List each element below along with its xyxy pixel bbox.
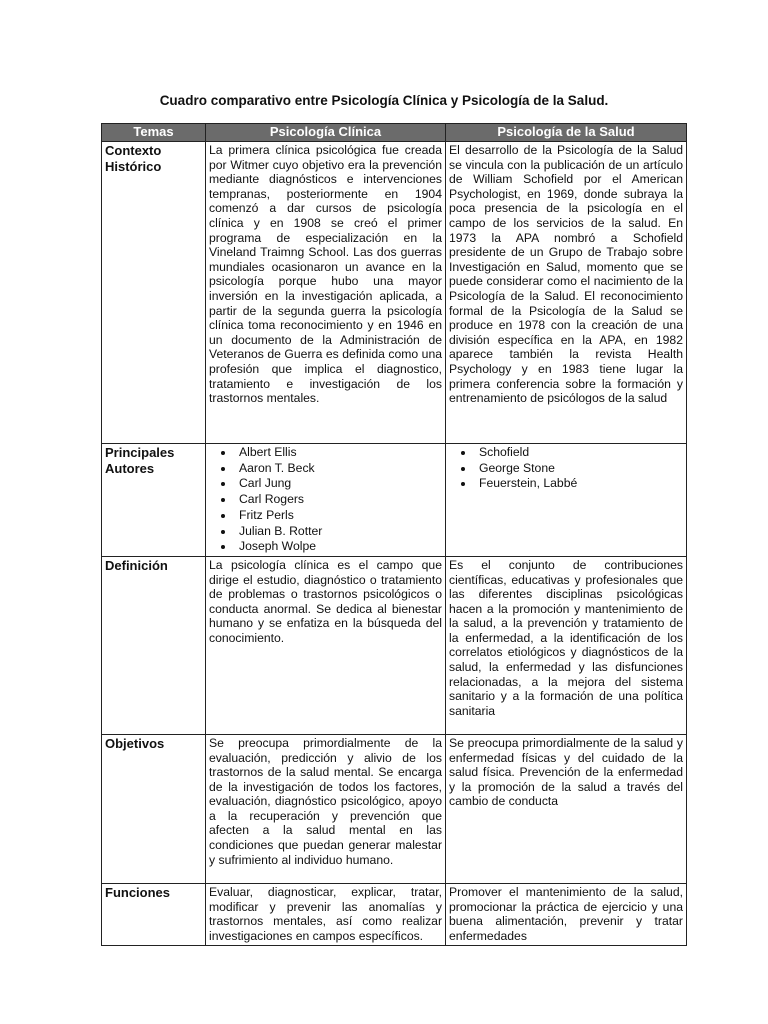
- list-item: • Julian B. Rotter: [235, 524, 442, 540]
- cell-clinica-definicion: La psicología clínica es el campo que dirige el estudio, diagnóstico o tratamiento de problemas o trastornos psicológicos o conducta anormal. Se dedica al bienestar humano y se enfatiza en la búsqueda del conocimiento.: [206, 556, 446, 734]
- table-row: [102, 734, 687, 883]
- list-item: • Joseph Wolpe: [235, 539, 442, 555]
- tema-principales-autores: Principales Autores: [102, 444, 206, 557]
- tema-contexto-historico: Contexto Histórico: [102, 142, 206, 444]
- cell-salud-objetivos: Se preocupa primordialmente de la salud y enfermedad físicas y del cuidado de la salud física. Prevención de la enfermedad y la promoción de la salud a través del cambio de conducta: [446, 734, 687, 883]
- list-item: • Schofield: [475, 445, 683, 461]
- cell-clinica-autores: [206, 444, 446, 557]
- list-item: • Carl Jung: [235, 476, 442, 492]
- cell-clinica-funciones: Evaluar, diagnosticar, explicar, tratar, modificar y prevenir las anomalías y trastornos mentales, así como realizar investigaciones en campos específicos.: [206, 883, 446, 945]
- cell-salud-definicion: Es el conjunto de contribuciones científicas, educativas y profesionales que las diferentes disciplinas psicológicas hacen a la promoción y mantenimiento de la salud, a la prevención y tratamiento de la enfermedad, a la identificación de los correlatos etiológicos y diagnósticos de la salud, la enfermedad y las disfunciones relacionadas, a la mejora del sistema sanitario y a la formación de una política sanitaria: [446, 556, 687, 734]
- tema-objetivos: Objetivos: [102, 734, 206, 883]
- list-item: • Carl Rogers: [235, 492, 442, 508]
- list-item: • George Stone: [475, 461, 683, 477]
- table-row: [102, 556, 687, 734]
- header-psicologia-clinica: Psicología Clínica: [206, 124, 446, 142]
- header-psicologia-salud: Psicología de la Salud: [446, 124, 687, 142]
- cell-salud-autores: [446, 444, 687, 557]
- table-row: [102, 883, 687, 945]
- list-item: • Fritz Perls: [235, 508, 442, 524]
- cell-clinica-objetivos: Se preocupa primordialmente de la evaluación, predicción y alivio de los trastornos de la salud mental. Se encarga de la investigación de todos los factores, evaluación, diagnóstico psicológico, apoyo a la recuperación y prevención que afecten a la salud mental en las condiciones que puedan generar malestar y sufrimiento al individuo humano.: [206, 734, 446, 883]
- list-item: • Albert Ellis: [235, 445, 442, 461]
- list-item: • Feuerstein, Labbé: [475, 476, 683, 492]
- tema-definicion: Definición: [102, 556, 206, 734]
- table-row: [102, 142, 687, 444]
- comparison-table: [101, 123, 687, 946]
- table-header-row: [102, 124, 687, 142]
- list-clinica-autores: [209, 445, 442, 555]
- list-salud-autores: [449, 445, 683, 492]
- page-title: Cuadro comparativo entre Psicología Clínica y Psicología de la Salud.: [159, 93, 609, 108]
- cell-clinica-contexto: La primera clínica psicológica fue creada por Witmer cuyo objetivo era la prevención mediante diagnósticos e intervenciones tempranas, posteriormente en 1904 comenzó a dar cursos de psicología clínica y en 1908 se creó el primer programa de especialización en la Vineland Traimng School. Las dos guerras mundiales ocasionaron un avance en la psicología porque hubo una mayor inversión en la investigación aplicada, a partir de la segunda guerra la psicología clínica toma reconocimiento y en 1946 en un documento de la Administración de Veteranos de Guerra es definida como una profesión que implica el diagnostico, tratamiento e investigación de los trastornos mentales.: [206, 142, 446, 444]
- tema-funciones: Funciones: [102, 883, 206, 945]
- cell-salud-funciones: Promover el mantenimiento de la salud, promocionar la práctica de ejercicio y una buena alimentación, prevenir y tratar enfermedades: [446, 883, 687, 945]
- header-temas: Temas: [102, 124, 206, 142]
- list-item: • Aaron T. Beck: [235, 461, 442, 477]
- cell-salud-contexto: El desarrollo de la Psicología de la Salud se vincula con la publicación de un artículo de William Schofield por el American Psychologist, en 1969, donde subraya la poca presencia de la psicología en el campo de los servicios de la salud. En 1973 la APA nombró a Schofield presidente de un Grupo de Trabajo sobre Investigación en Salud, momento que se puede considerar como el nacimiento de la Psicología de la Salud. El reconocimiento formal de la Psicología de la Salud se produce en 1978 con la creación de una división específica en la APA, en 1982 aparece también la revista Health Psychology y en 1983 tiene lugar la primera conferencia sobre la formación y entrenamiento de psicólogos de la salud: [446, 142, 687, 444]
- table-row: [102, 444, 687, 557]
